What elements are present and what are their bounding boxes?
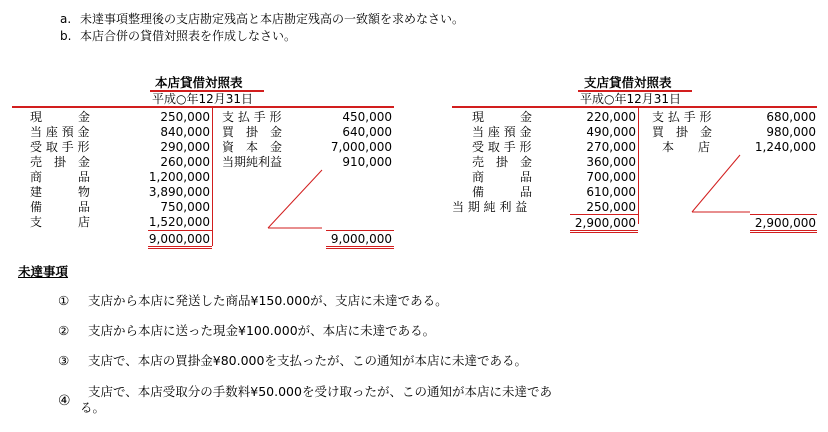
shiten-debit-account: 現 金 <box>472 110 533 124</box>
shiten-debit-account: 受 取 手 形 <box>472 140 532 154</box>
mitatsu-item-text: 支店で、本店の買掛金¥80.000を支払ったが、この通知が本店に未達である。 <box>88 353 527 368</box>
honten-debit-amount: 840,000 <box>160 125 210 139</box>
honten-debit-amount: 750,000 <box>160 200 210 214</box>
honten-debit-account: 支 店 <box>30 215 91 229</box>
shiten-debit-account: 備 品 <box>472 185 533 199</box>
honten-credit-account: 当期純利益 <box>222 155 283 169</box>
mitatsu-heading: 未達事項 <box>18 264 69 279</box>
shiten-debit-total: 2,900,000 <box>574 216 636 230</box>
mitatsu-item-text-continued: る。 <box>80 400 106 415</box>
shiten-credit-account: 買 掛 金 <box>652 125 713 139</box>
honten-credit-amount: 7,000,000 <box>330 140 392 154</box>
honten-date: 平成○年12月31日 <box>152 92 254 106</box>
mitatsu-item-text: 支店から本店に送った現金¥100.000が、本店に未達である。 <box>88 323 436 338</box>
instruction-b-text: 本店合併の貸借対照表を作成しなさい。 <box>80 29 297 43</box>
honten-credit-account: 支 払 手 形 <box>222 110 282 124</box>
shiten-debit-amount: 700,000 <box>586 170 636 184</box>
mitatsu-item-text: 支店で、本店受取分の手数料¥50.000を受け取ったが、この通知が本店に未達であ <box>88 384 552 399</box>
honten-credit-amount: 450,000 <box>342 110 392 124</box>
honten-debit-amount: 3,890,000 <box>148 185 210 199</box>
honten-debit-account: 現 金 <box>30 110 91 124</box>
shiten-debit-account: 商 品 <box>472 170 533 184</box>
shiten-credit-account: 支 払 手 形 <box>652 110 712 124</box>
shiten-credit-account: 本 店 <box>662 140 711 154</box>
mitatsu-item-marker: ① <box>58 293 70 308</box>
shiten-debit-amount: 490,000 <box>586 125 636 139</box>
shiten-date: 平成○年12月31日 <box>580 92 682 106</box>
mitatsu-item-marker: ② <box>58 323 70 338</box>
honten-credit-amount: 910,000 <box>342 155 392 169</box>
shiten-debit-amount: 220,000 <box>586 110 636 124</box>
mitatsu-item-marker: ③ <box>58 353 70 368</box>
honten-debit-amount: 250,000 <box>160 110 210 124</box>
honten-credit-account: 買 掛 金 <box>222 125 283 139</box>
honten-debit-account: 当 座 預 金 <box>30 125 90 139</box>
shiten-credit-amount: 1,240,000 <box>754 140 816 154</box>
shiten-debit-amount: 360,000 <box>586 155 636 169</box>
shiten-debit-account: 当 座 預 金 <box>472 125 532 139</box>
mitatsu-item-marker: ④ <box>58 393 71 409</box>
instruction-b-marker: b. <box>60 29 72 43</box>
honten-debit-account: 売 掛 金 <box>30 155 91 169</box>
honten-debit-account: 商 品 <box>30 170 91 184</box>
honten-filler-diagonal <box>268 170 322 228</box>
mitatsu-item-text: 支店から本店に発送した商品¥150.000が、支店に未達である。 <box>88 293 448 308</box>
honten-debit-amount: 1,520,000 <box>148 215 210 229</box>
honten-title: 本店貸借対照表 <box>155 75 243 90</box>
shiten-debit-amount: 610,000 <box>586 185 636 199</box>
shiten-credit-total: 2,900,000 <box>754 216 816 230</box>
honten-debit-account: 受 取 手 形 <box>30 140 90 154</box>
honten-debit-account: 備 品 <box>30 200 91 214</box>
shiten-debit-amount: 250,000 <box>586 200 636 214</box>
instruction-a-marker: a. <box>60 12 72 26</box>
honten-debit-total: 9,000,000 <box>148 232 210 246</box>
honten-credit-total: 9,000,000 <box>330 232 392 246</box>
shiten-debit-amount: 270,000 <box>586 140 636 154</box>
shiten-credit-amount: 980,000 <box>766 125 816 139</box>
shiten-debit-account: 当 期 純 利 益 <box>452 200 528 214</box>
shiten-credit-amount: 680,000 <box>766 110 816 124</box>
honten-debit-amount: 290,000 <box>160 140 210 154</box>
shiten-filler-diagonal <box>692 155 740 212</box>
honten-debit-amount: 1,200,000 <box>148 170 210 184</box>
honten-debit-account: 建 物 <box>30 185 91 199</box>
honten-credit-account: 資 本 金 <box>222 140 283 154</box>
instruction-a-text: 未達事項整理後の支店勘定残高と本店勘定残高の一致額を求めなさい。 <box>80 12 465 26</box>
honten-credit-amount: 640,000 <box>342 125 392 139</box>
shiten-title: 支店貸借対照表 <box>584 75 672 90</box>
shiten-debit-account: 売 掛 金 <box>472 155 533 169</box>
honten-debit-amount: 260,000 <box>160 155 210 169</box>
